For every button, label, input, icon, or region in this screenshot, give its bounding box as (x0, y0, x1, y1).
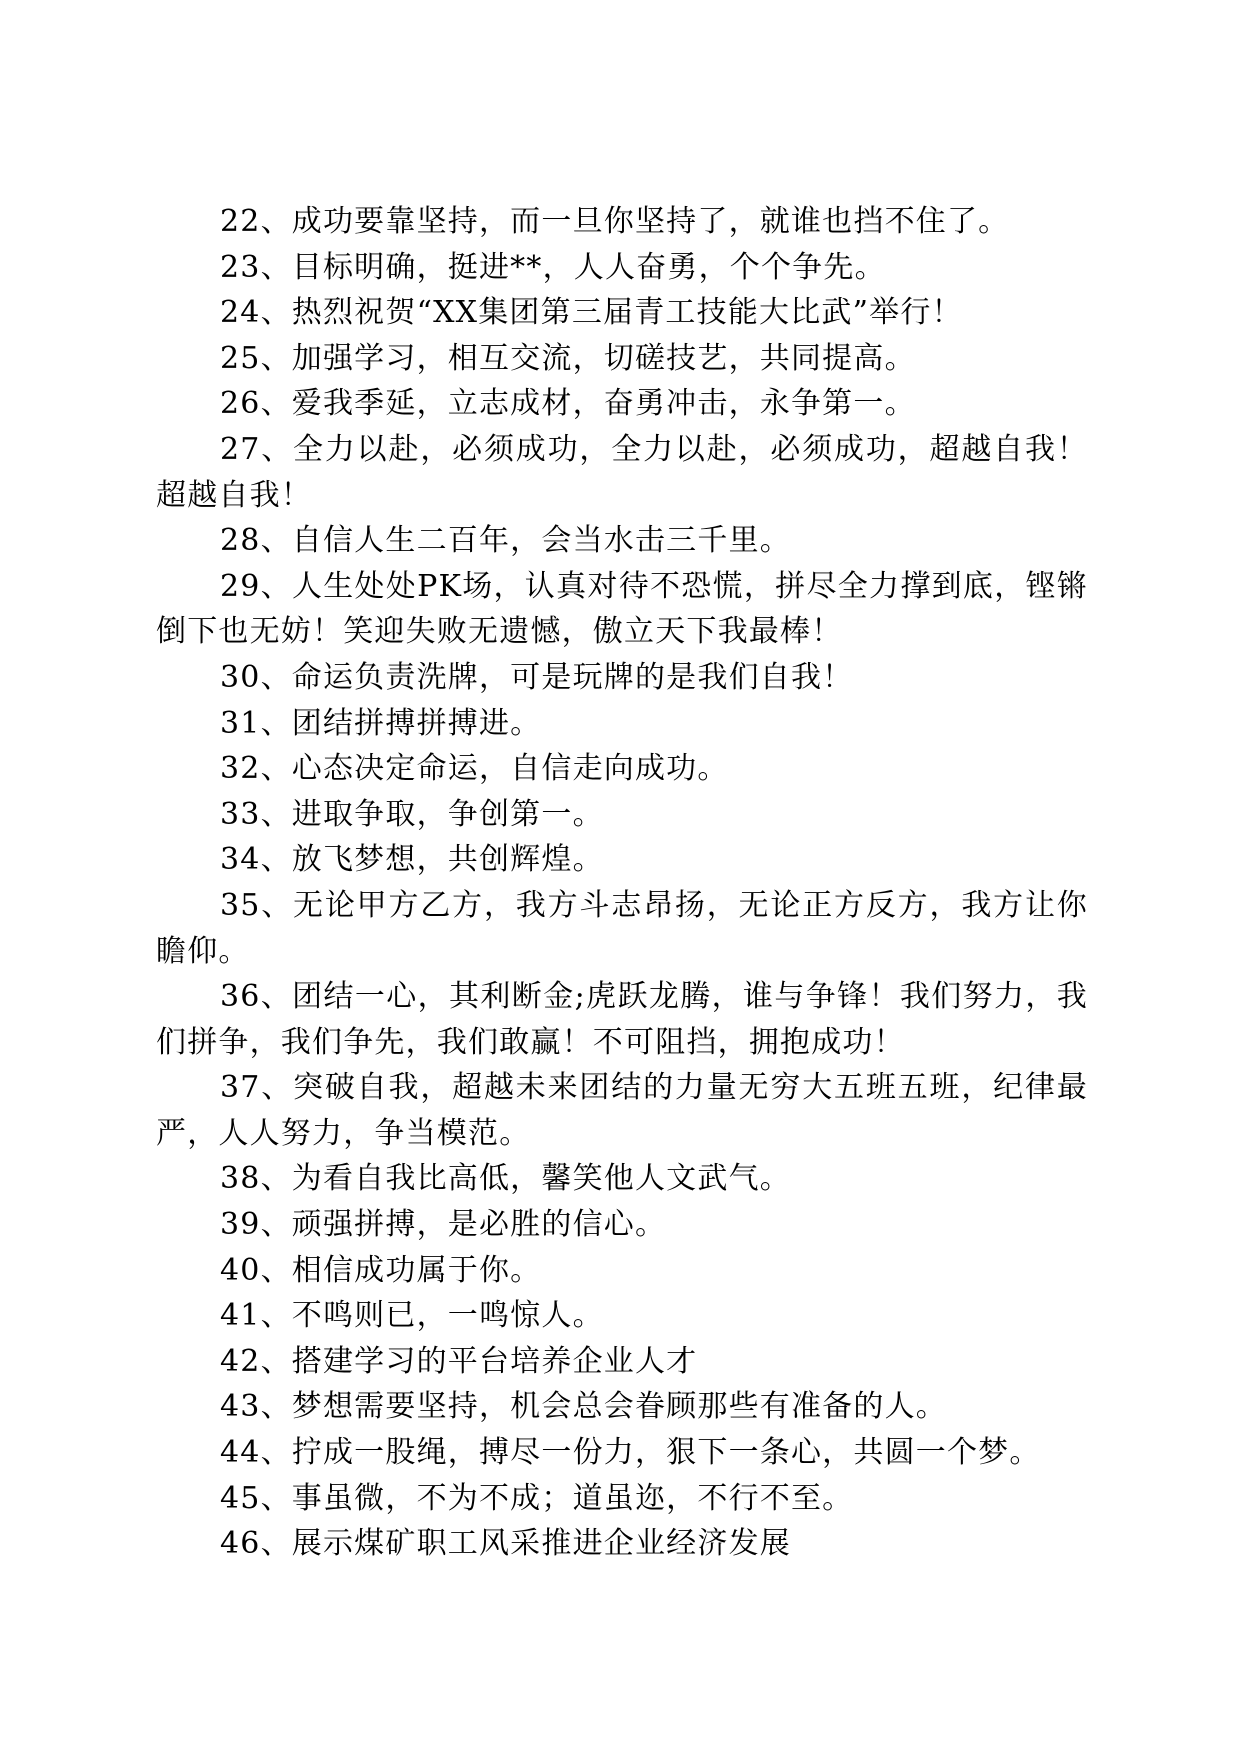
list-item: 33、进取争取，争创第一。 (220, 796, 604, 832)
list-item: 38、为看自我比高低，馨笑他人文武气。 (220, 1161, 791, 1197)
list-item: 24、热烈祝贺“XX集团第三届青工技能大比武”举行！ (220, 295, 963, 331)
list-item: 42、搭建学习的平台培养企业人才 (220, 1343, 698, 1379)
list-item: 46、展示煤矿职工风采推进企业经济发展 (220, 1526, 791, 1562)
list-item: 32、心态决定命运，自信走向成功。 (220, 751, 729, 787)
list-item: 44、拧成一股绳，搏尽一份力，狠下一条心，共圆一个梦。 (220, 1435, 1041, 1471)
list-item: 26、爱我季延，立志成材，奋勇冲击，永争第一。 (220, 386, 916, 422)
list-item: 36、团结一心，其利断金;虎跃龙腾，谁与争锋！我们努力，我们拼争，我们争先，我们敢赢！不可阻挡，拥抱成功！ (156, 979, 1088, 1060)
list-item: 45、事虽微，不为不成；道虽迩，不行不至。 (220, 1480, 854, 1516)
list-item: 25、加强学习，相互交流，切磋技艺，共同提高。 (220, 340, 916, 376)
document-body (156, 199, 1088, 1567)
list-item: 35、无论甲方乙方，我方斗志昂扬，无论正方反方，我方让你瞻仰。 (156, 887, 1088, 969)
list-item: 23、目标明确，挺进**，人人奋勇，个个争先。 (220, 249, 886, 285)
list-item: 34、放飞梦想，共创辉煌。 (220, 842, 604, 878)
list-item: 28、自信人生二百年，会当水击三千里。 (220, 523, 791, 559)
list-item: 40、相信成功属于你。 (220, 1252, 542, 1288)
list-item: 43、梦想需要坚持，机会总会眷顾那些有准备的人。 (220, 1389, 947, 1425)
list-item: 31、团结拼搏拼搏进。 (220, 705, 542, 741)
list-item: 29、人生处处PK场，认真对待不恐慌，拼尽全力撑到底，铿锵倒下也无妨！笑迎失败无遗憾，傲立天下我最棒！ (156, 568, 1088, 650)
list-item: 22、成功要靠坚持，而一旦你坚持了，就谁也挡不住了。 (220, 204, 1010, 239)
list-item: 27、全力以赴，必须成功，全力以赴，必须成功，超越自我！超越自我！ (156, 431, 1088, 513)
list-item: 41、不鸣则已，一鸣惊人。 (220, 1298, 604, 1334)
list-item: 30、命运负责洗牌，可是玩牌的是我们自我！ (220, 659, 854, 695)
list-item: 39、顽强拼搏，是必胜的信心。 (220, 1207, 667, 1243)
list-item: 37、突破自我，超越未来团结的力量无穷大五班五班，纪律最严，人人努力，争当模范。 (156, 1070, 1088, 1151)
